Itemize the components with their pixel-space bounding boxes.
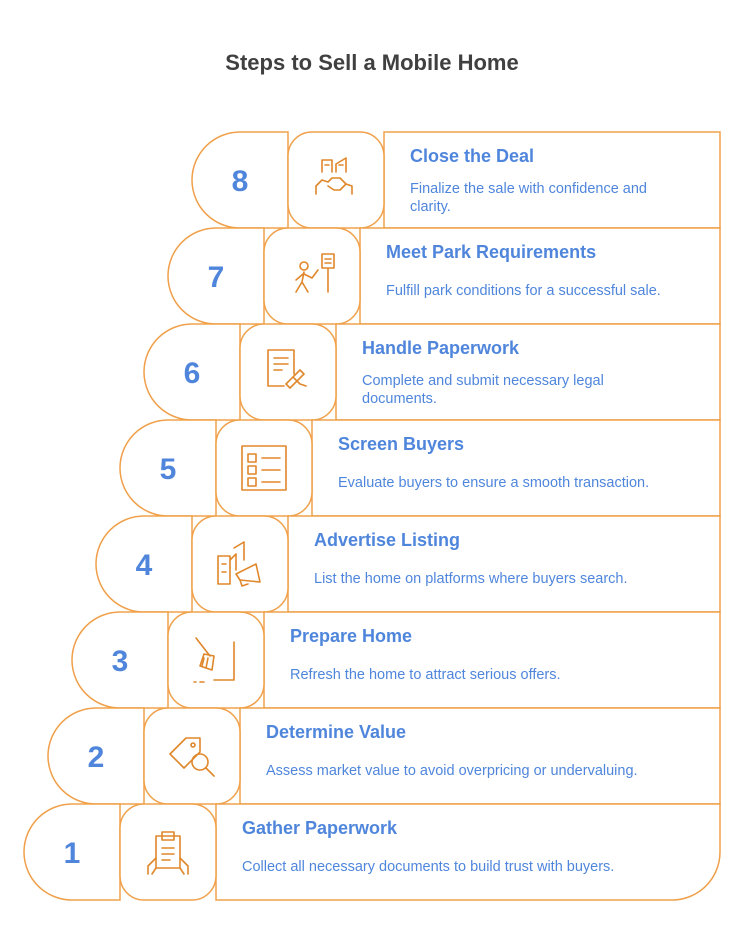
step-7 xyxy=(168,228,720,324)
step-description: Refresh the home to attract serious offers. xyxy=(290,667,561,683)
step-description: Fulfill park conditions for a successful sale. xyxy=(386,283,661,299)
step-icon-shape xyxy=(120,804,216,900)
step-title: Prepare Home xyxy=(290,626,413,646)
step-icon-shape xyxy=(168,612,264,708)
step-5 xyxy=(120,420,720,516)
page-title: Steps to Sell a Mobile Home xyxy=(225,50,519,75)
step-title: Gather Paperwork xyxy=(242,818,398,838)
step-description: clarity. xyxy=(410,199,451,215)
step-description: Complete and submit necessary legal xyxy=(362,373,604,389)
step-number: 4 xyxy=(135,549,153,582)
step-number: 5 xyxy=(159,453,177,486)
step-icon-shape xyxy=(240,324,336,420)
step-number: 1 xyxy=(63,837,81,870)
step-description: Evaluate buyers to ensure a smooth transaction. xyxy=(338,475,650,491)
step-title: Screen Buyers xyxy=(338,434,465,454)
step-1 xyxy=(24,804,720,900)
step-icon-shape xyxy=(192,516,288,612)
step-number: 2 xyxy=(87,741,105,774)
step-description: Finalize the sale with confidence and xyxy=(410,181,647,197)
step-number: 7 xyxy=(207,261,225,294)
step-title: Advertise Listing xyxy=(314,530,461,550)
step-title: Handle Paperwork xyxy=(362,338,520,358)
step-icon-shape xyxy=(264,228,360,324)
step-title: Meet Park Requirements xyxy=(386,242,597,262)
step-icon-shape xyxy=(144,708,240,804)
step-8 xyxy=(192,132,720,228)
step-description: Collect all necessary documents to build trust with buyers. xyxy=(242,859,615,875)
step-icon-shape xyxy=(288,132,384,228)
step-number: 3 xyxy=(111,645,129,678)
step-2 xyxy=(48,708,720,804)
step-description: Assess market value to avoid overpricing or undervaluing. xyxy=(266,763,638,779)
step-description: List the home on platforms where buyers search. xyxy=(314,571,628,587)
step-number: 6 xyxy=(183,357,201,390)
step-6 xyxy=(144,324,720,420)
step-3 xyxy=(72,612,720,708)
step-description: documents. xyxy=(362,391,437,407)
step-number: 8 xyxy=(231,165,249,198)
step-4 xyxy=(96,516,720,612)
step-icon-shape xyxy=(216,420,312,516)
step-title: Close the Deal xyxy=(410,146,535,166)
step-title: Determine Value xyxy=(266,722,407,742)
